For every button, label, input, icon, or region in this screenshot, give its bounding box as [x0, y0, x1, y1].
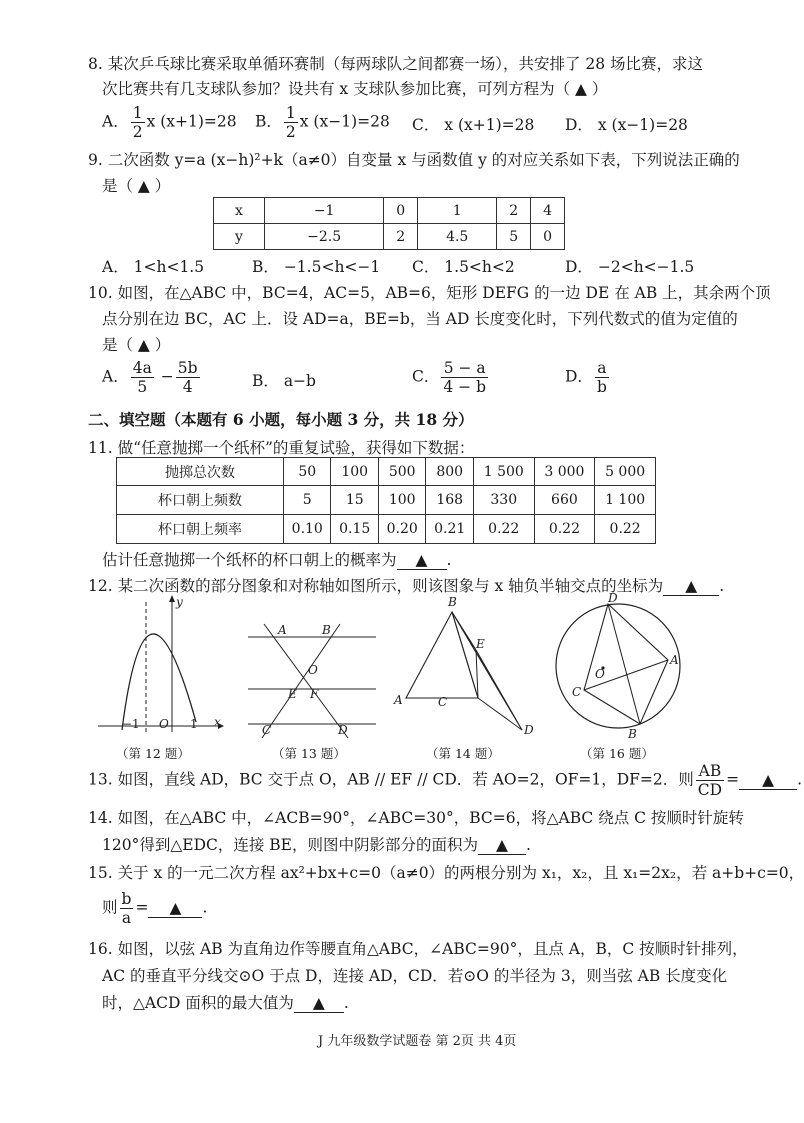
label-a: A: [394, 693, 403, 707]
label-b: B: [448, 595, 457, 609]
q9-cell: −1: [265, 198, 384, 224]
answer-blank[interactable]: ▲: [148, 899, 202, 918]
circle-o: [556, 604, 680, 728]
page-footer: J 九年级数学试题卷 第 2页 共 4页: [318, 1034, 517, 1049]
segment-db: [608, 604, 640, 724]
q11-line2: 估计任意抛掷一个纸杯的杯口朝上的概率为 ▲ .: [102, 551, 452, 569]
q9-cell: 4.5: [418, 224, 497, 250]
q10-option-a: A． $\frac{4a}{5}$ − $\frac{5b}{4}$: [102, 359, 198, 396]
segment-bc: [452, 612, 478, 698]
q9-line2: 是（ ▲ ）: [102, 177, 171, 195]
line-ad: [264, 624, 348, 738]
label-e: E: [476, 637, 485, 651]
label-one: 1: [190, 717, 198, 731]
q9-option-d: D． −2<h<−1.5: [565, 258, 695, 276]
q9-cell: 0: [384, 198, 418, 224]
q11-cell: 5 000: [595, 458, 656, 486]
q8-option-c: C． x (x+1)=28: [412, 116, 535, 134]
y-axis-arrow: [169, 595, 175, 602]
label-c: C: [438, 695, 448, 709]
q9-cell: 2: [497, 198, 531, 224]
q13-line1: 13. 如图，直线 AD，BC 交于点 O，AB // EF // CD．若 AO=2，OF=1，DF=2．则 $\frac{AB}{CD}$ = ▲ .: [88, 762, 803, 799]
q14-line1: 14. 如图，在△ABC 中，∠ACB=90°，∠ABC=30°，BC=6，将△ABC 绕点 C 按顺时针旋转: [88, 809, 744, 827]
label-o: O: [308, 663, 318, 677]
q10-line2: 点分别在边 BC，AC 上．设 AD=a，BE=b，当 AD 长度变化时，下列代数式的值为定值的: [102, 310, 738, 328]
label-d: D: [608, 591, 618, 605]
q16-line1: 16. 如图，以弦 AB 为直角边作等腰直角△ABC，∠ABC=90°，且点 A，B，C 按顺时针排列，: [88, 940, 748, 958]
q11-table-row: [117, 486, 656, 515]
answer-blank[interactable]: ▲: [739, 771, 797, 790]
q10-option-b: B． a−b: [252, 372, 316, 390]
q11-cell: 杯口朝上频率: [117, 515, 284, 544]
q11-cell: 15: [331, 486, 378, 515]
q9-cell: y: [214, 224, 265, 250]
q9-table: [213, 197, 565, 250]
q9-cell: −2.5: [265, 224, 384, 250]
q9-line1: 9. 二次函数 y=a (x−h)²+k（a≠0）自变量 x 与函数值 y 的对应关系如下表，下列说法正确的: [88, 151, 740, 169]
label-x: x: [214, 715, 221, 729]
label-origin: O: [159, 717, 169, 731]
q11-cell: 1 500: [473, 458, 534, 486]
parabola: [122, 634, 196, 730]
label-f: F: [310, 687, 319, 701]
label-y: y: [176, 595, 183, 609]
q9-table-row-x: [214, 198, 565, 224]
q12-line1: 12. 某二次函数的部分图象和对称轴如图所示，则该图象与 x 轴负半轴交点的坐标为 ▲ .: [88, 577, 725, 595]
q11-table-row: [117, 458, 656, 486]
q9-cell: 0: [531, 224, 565, 250]
label-e: E: [288, 687, 297, 701]
q9-cell: 1: [418, 198, 497, 224]
triangle-abc: [406, 612, 478, 698]
q11-cell: 杯口朝上频数: [117, 486, 284, 515]
q8-option-d: D． x (x−1)=28: [565, 116, 688, 134]
caption-fig14: （第 14 题）: [426, 746, 500, 761]
label-b: B: [322, 623, 331, 637]
label-d: D: [524, 723, 534, 737]
answer-blank[interactable]: ▲: [294, 994, 344, 1013]
q10-line3: 是（ ▲ ）: [102, 336, 171, 354]
q10-line1: 10. 如图，在△ABC 中，BC=4，AC=5，AB=6，矩形 DEFG 的一边 DE 在 AB 上，其余两个顶: [88, 284, 771, 302]
q11-cell: 100: [331, 458, 378, 486]
figure-16: [546, 590, 696, 742]
q11-cell: 1 100: [595, 486, 656, 515]
q8-option-a: A． $\frac{1}{2}$ x (x+1)=28: [102, 104, 237, 141]
line-bc: [262, 624, 340, 738]
label-a: A: [278, 623, 287, 637]
label-c: C: [262, 723, 272, 737]
label-a: A: [670, 653, 679, 667]
q11-cell: 0.10: [284, 515, 331, 544]
q11-line1: 11. 做“任意抛掷一个纸杯”的重复试验，获得如下数据：: [88, 439, 475, 457]
caption-fig16: （第 16 题）: [580, 746, 654, 761]
q8-line1: 8. 某次乒乓球比赛采取单循环赛制（每两球队之间都赛一场），共安排了 28 场比赛，求这: [88, 55, 704, 73]
q10-option-d: D． $\frac{a}{b}$: [565, 359, 607, 396]
label-b: B: [628, 727, 637, 741]
q11-cell: 100: [378, 486, 425, 515]
q11-cell: 5: [284, 486, 331, 515]
figure-12: [92, 592, 230, 740]
q11-cell: 抛掷总次数: [117, 458, 284, 486]
q11-cell: 50: [284, 458, 331, 486]
q11-table-row: [117, 515, 656, 544]
q11-cell: 800: [426, 458, 473, 486]
segment-cd: [478, 698, 522, 730]
q16-line3: 时，△ACD 面积的最大值为 ▲ .: [102, 994, 349, 1012]
q11-cell: 3 000: [534, 458, 595, 486]
q9-option-b: B． −1.5<h<−1: [252, 258, 381, 276]
section-heading: 二、填空题（本题有 6 小题，每小题 3 分，共 18 分）: [88, 410, 474, 429]
triangle-edc: [452, 612, 522, 730]
q11-cell: 0.22: [534, 515, 595, 544]
figure-13: [248, 620, 378, 742]
label-d: D: [338, 723, 348, 737]
answer-blank[interactable]: ▲: [663, 577, 719, 596]
q9-cell: 4: [531, 198, 565, 224]
q9-option-c: C． 1.5<h<2: [412, 258, 515, 276]
label-c: C: [572, 685, 582, 699]
q15-line2: 则 $\frac{b}{a}$ = ▲ .: [102, 890, 208, 927]
figure-14: [392, 592, 542, 742]
q11-cell: 500: [378, 458, 425, 486]
q14-line2: 120°得到△EDC，连接 BE，则图中阴影部分的面积为 ▲ .: [102, 836, 531, 854]
q11-cell: 0.21: [426, 515, 473, 544]
q11-cell: 0.20: [378, 515, 425, 544]
q16-line2: AC 的垂直平分线交⊙O 于点 D，连接 AD，CD．若⊙O 的半径为 3，则当弦 AB 长度变化: [102, 967, 728, 985]
q8-line2: 次比赛共有几支球队参加？设共有 x 支球队参加比赛，可列方程为（ ▲ ）: [102, 80, 608, 98]
q9-option-a: A． 1<h<1.5: [102, 258, 205, 276]
label-o: O: [595, 667, 605, 681]
q11-cell: 0.22: [595, 515, 656, 544]
q11-cell: 0.22: [473, 515, 534, 544]
label-minus-one: −1: [122, 717, 140, 731]
q11-cell: 168: [426, 486, 473, 515]
q11-cell: 660: [534, 486, 595, 515]
q9-cell: x: [214, 198, 265, 224]
caption-fig12: （第 12 题）: [116, 746, 190, 761]
answer-blank[interactable]: ▲: [397, 551, 447, 570]
q11-cell: 330: [473, 486, 534, 515]
caption-fig13: （第 13 题）: [272, 746, 346, 761]
q10-option-c: C． $\frac{5 - a}{4 - b}$: [412, 359, 486, 396]
q11-table: [116, 457, 656, 544]
q9-table-row-y: [214, 224, 565, 250]
q9-cell: 2: [384, 224, 418, 250]
q8-option-b: B． $\frac{1}{2}$ x (x−1)=28: [255, 104, 390, 141]
q11-cell: 0.15: [331, 515, 378, 544]
q9-cell: 5: [497, 224, 531, 250]
q15-line1: 15. 关于 x 的一元二次方程 ax²+bx+c=0（a≠0）的两根分别为 x₁，x₂，且 x₁=2x₂，若 a+b+c=0，: [88, 864, 804, 882]
answer-blank[interactable]: ▲: [478, 836, 526, 855]
